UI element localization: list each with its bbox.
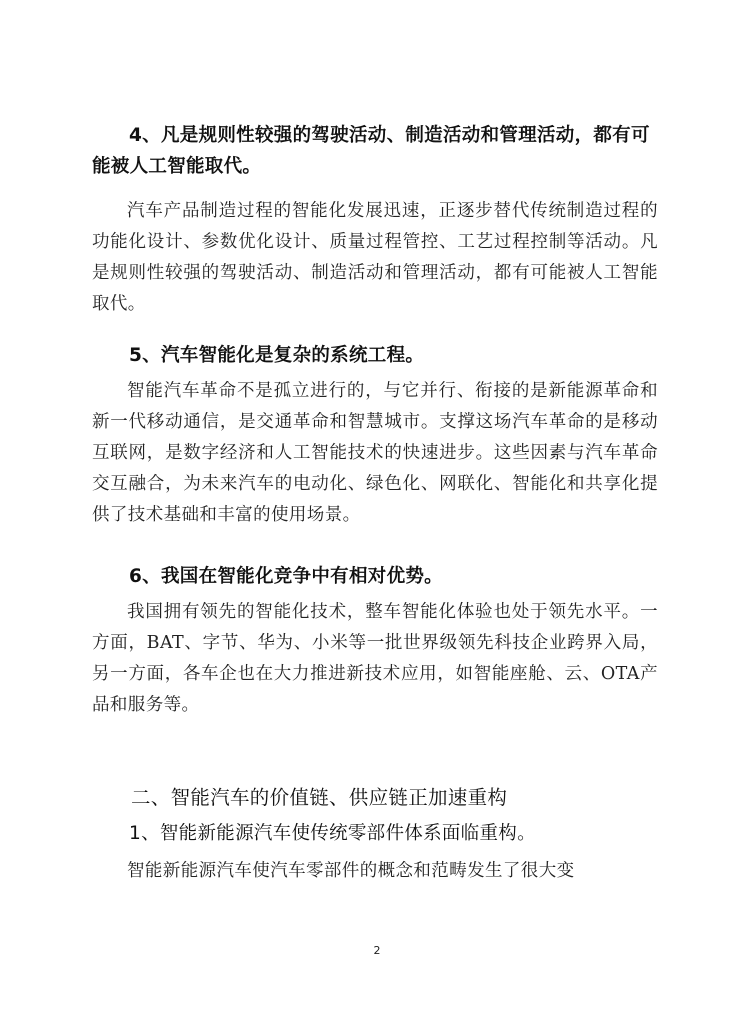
paragraph-5: 智能汽车革命不是孤立进行的，与它并行、衔接的是新能源革命和新一代移动通信，是交通革命和智慧城市。支撑这场汽车革命的是移动互联网，是数字经济和人工智能技术的快速进步。这些因素与汽车革命交互融合，为未来汽车的电动化、绿色化、网联化、智能化和共享化提供了技术基础和丰富的使用场景。	[92, 381, 658, 525]
subheading-6: 6、我国在智能化竞争中有相对优势。	[129, 566, 443, 587]
paragraph-2-1: 智能新能源汽车使汽车零部件的概念和范畴发生了很大变	[127, 861, 575, 881]
section-title-2: 二、智能汽车的价值链、供应链正加速重构	[131, 786, 508, 809]
paragraph-4: 汽车产品制造过程的智能化发展迅速，正逐步替代传统制造过程的功能化设计、参数优化设计、质量过程管控、工艺过程控制等活动。凡是规则性较强的驾驶活动、制造活动和管理活动，都有可能被人工智能取代。	[92, 201, 658, 314]
subheading-4: 4、凡是规则性较强的驾驶活动、制造活动和管理活动，都有可能被人工智能取代。	[92, 125, 650, 177]
subheading-5: 5、汽车智能化是复杂的系统工程。	[129, 345, 425, 366]
page-number: 2	[373, 944, 381, 957]
subheading-2-1: 1、智能新能源汽车使传统零部件体系面临重构。	[129, 823, 536, 844]
paragraph-6: 我国拥有领先的智能化技术，整车智能化体验也处于领先水平。一方面，BAT、字节、华为、小米等一批世界级领先科技企业跨界入局，另一方面，各车企也在大力推进新技术应用，如智能座舱、云、OTA产品和服务等。	[92, 602, 658, 715]
